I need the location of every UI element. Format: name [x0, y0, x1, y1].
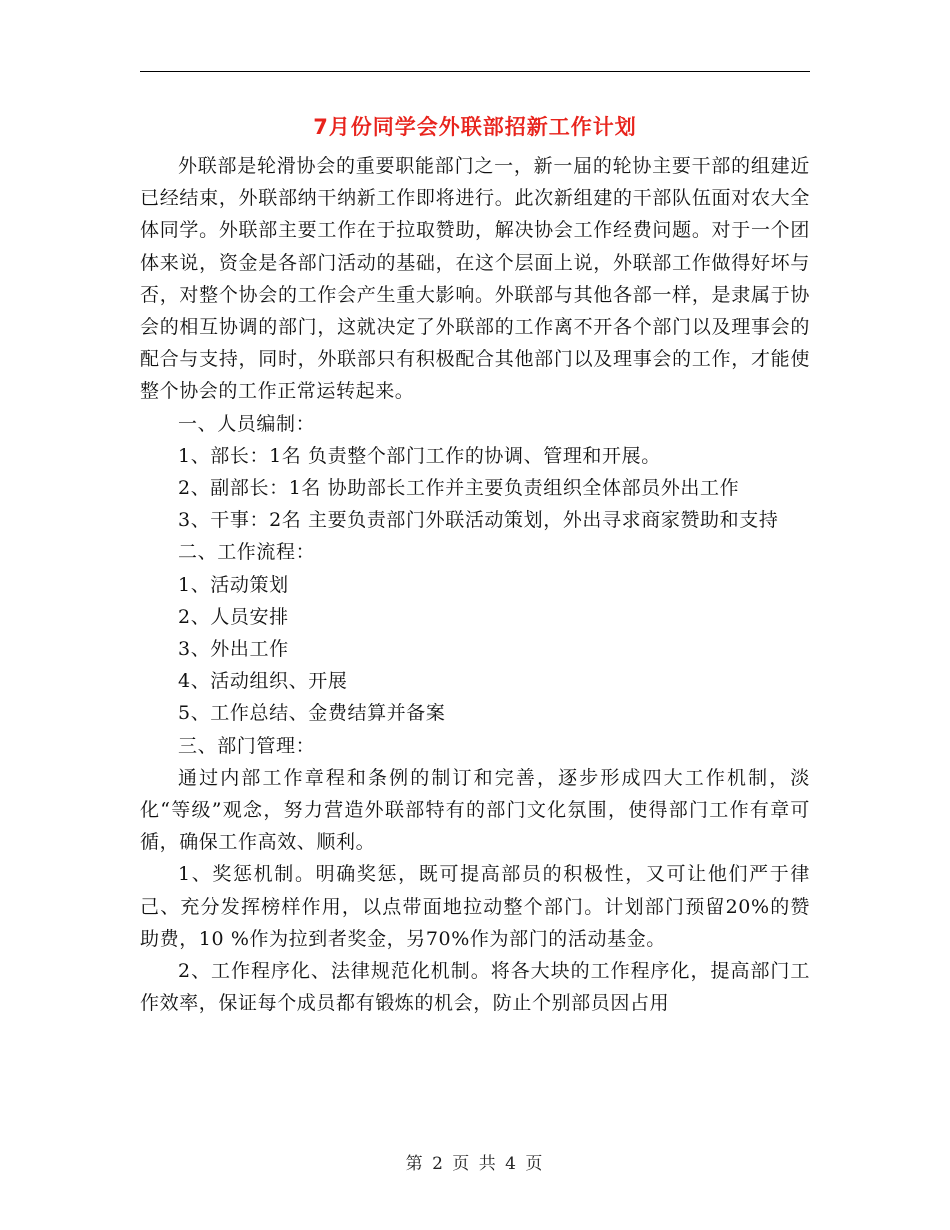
- workflow-item-3: 3、外出工作: [178, 638, 289, 661]
- page-footer: 第 2 页 共 4 页: [405, 1154, 545, 1174]
- header-rule: [140, 71, 810, 72]
- intro-paragraph: 外联部是轮滑协会的重要职能部门之一，新一届的轮协主要干部的组建近已经结束，外联部纳干纳新工作即将进行。此次新组建的干部队伍面对农大全体同学。外联部主要工作在于拉取赞助，解决协会工作经费问题。对于一个团体来说，资金是各部门活动的基础，在这个层面上说，外联部工作做得好坏与否，对整个协会的工作会产生重大影响。外联部与其他各部一样，是隶属于协会的相互协调的部门，这就决定了外联部的工作离不开各个部门以及理事会的配合与支持，同时，外联部只有积极配合其他部门以及理事会的工作，才能使整个协会的工作正常运转起来。: [140, 155, 810, 403]
- document-body: [140, 150, 810, 1019]
- management-item-1: 1、奖惩机制。明确奖惩，既可提高部员的积极性，又可让他们严于律己、充分发挥榜样作用，以点带面地拉动整个部门。计划部门预留20%的赞助费，10 %作为拉到者奖金，另70%作为部门的活动基金。: [140, 863, 810, 950]
- workflow-item-2: 2、人员安排: [178, 605, 289, 628]
- workflow-item-4: 4、活动组织、开展: [178, 670, 348, 693]
- staffing-item-2: 2、副部长：1名 协助部长工作并主要负责组织全体部员外出工作: [178, 477, 740, 500]
- workflow-item-5: 5、工作总结、金费结算并备案: [178, 702, 446, 725]
- section-heading-management: 三、部门管理：: [178, 734, 316, 757]
- staffing-item-1: 1、部长：1名 负责整个部门工作的协调、管理和开展。: [178, 444, 661, 467]
- management-intro-paragraph: 通过内部工作章程和条例的制订和完善，逐步形成四大工作机制，淡化“等级”观念，努力营造外联部特有的部门文化氛围，使得部门工作有章可循，确保工作高效、顺利。: [140, 766, 810, 854]
- management-item-2: 2、工作程序化、法律规范化机制。将各大块的工作程序化，提高部门工作效率，保证每个成员都有锻炼的机会，防止个别部员因占用: [140, 960, 810, 1015]
- staffing-item-3: 3、干事：2名 主要负责部门外联活动策划，外出寻求商家赞助和支持: [178, 509, 779, 532]
- section-heading-workflow: 二、工作流程：: [178, 541, 316, 564]
- workflow-item-1: 1、活动策划: [178, 573, 289, 596]
- page-title: 7月份同学会外联部招新工作计划: [313, 115, 637, 139]
- section-heading-staffing: 一、人员编制：: [178, 412, 316, 435]
